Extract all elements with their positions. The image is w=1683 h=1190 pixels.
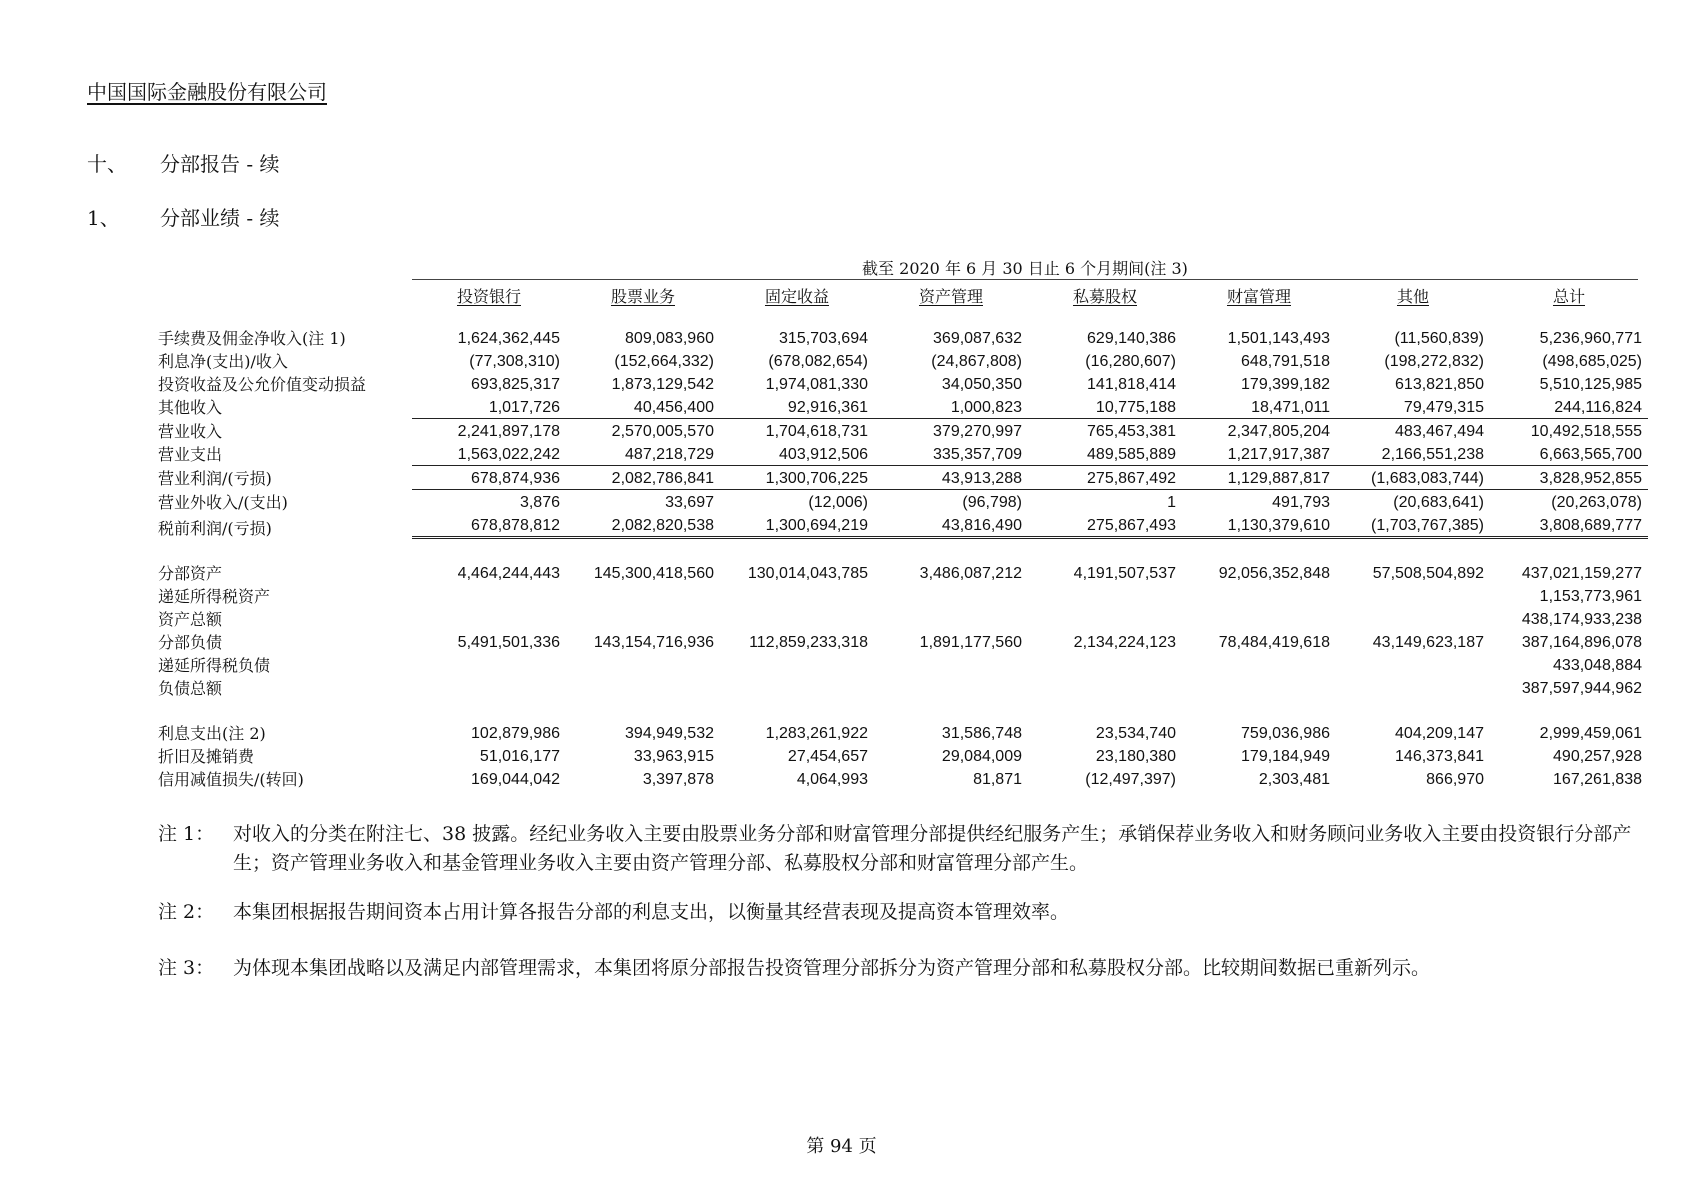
row-label: 利息净(支出)/收入 xyxy=(158,352,288,371)
value-cell: 143,154,716,936 xyxy=(566,630,720,653)
value-cell: 809,083,960 xyxy=(566,326,720,349)
table-row xyxy=(158,372,1648,395)
value-cell: 1,974,081,330 xyxy=(720,372,874,395)
value-cell: 81,871 xyxy=(874,767,1028,790)
value-cell xyxy=(412,653,566,676)
value-cell: 489,585,889 xyxy=(1028,442,1182,465)
column-header: 其他 xyxy=(1396,286,1429,306)
value-cell: 40,456,400 xyxy=(566,395,720,418)
value-cell: 629,140,386 xyxy=(1028,326,1182,349)
value-cell: 275,867,493 xyxy=(1028,513,1182,539)
value-cell: (16,280,607) xyxy=(1028,349,1182,372)
table-row xyxy=(158,676,1648,699)
value-cell: (20,683,641) xyxy=(1336,489,1490,513)
table-row xyxy=(158,584,1648,607)
value-cell xyxy=(1182,653,1336,676)
value-cell: 4,191,507,537 xyxy=(1028,561,1182,584)
table-row xyxy=(158,607,1648,630)
value-cell: (77,308,310) xyxy=(412,349,566,372)
value-cell: 438,174,933,238 xyxy=(1490,607,1648,630)
value-cell: 3,486,087,212 xyxy=(874,561,1028,584)
value-cell: 167,261,838 xyxy=(1490,767,1648,790)
period-divider xyxy=(412,279,1638,280)
value-cell xyxy=(566,653,720,676)
value-cell xyxy=(720,653,874,676)
row-label: 资产总额 xyxy=(158,610,223,629)
value-cell: (12,497,397) xyxy=(1028,767,1182,790)
table-row xyxy=(158,326,1648,349)
value-cell xyxy=(412,607,566,630)
value-cell: (498,685,025) xyxy=(1490,349,1648,372)
column-header: 投资银行 xyxy=(456,286,521,306)
value-cell: 5,510,125,985 xyxy=(1490,372,1648,395)
spacer-row xyxy=(158,699,1648,721)
table-row xyxy=(158,465,1648,489)
value-cell: 18,471,011 xyxy=(1182,395,1336,418)
value-cell xyxy=(1182,676,1336,699)
value-cell xyxy=(1182,607,1336,630)
value-cell: 10,492,518,555 xyxy=(1490,418,1648,442)
subsection-number: 1、 xyxy=(87,206,120,230)
value-cell: 335,357,709 xyxy=(874,442,1028,465)
subsection-title: 分部业绩 - 续 xyxy=(160,206,280,230)
value-cell: 78,484,419,618 xyxy=(1182,630,1336,653)
row-label: 递延所得税负债 xyxy=(158,656,271,675)
value-cell: 33,697 xyxy=(566,489,720,513)
table-row xyxy=(158,561,1648,584)
value-cell: 43,816,490 xyxy=(874,513,1028,539)
value-cell: 1,153,773,961 xyxy=(1490,584,1648,607)
value-cell xyxy=(566,607,720,630)
value-cell xyxy=(1336,676,1490,699)
value-cell: 146,373,841 xyxy=(1336,744,1490,767)
note-3 xyxy=(158,954,1648,983)
value-cell: 2,570,005,570 xyxy=(566,418,720,442)
spacer-row xyxy=(158,539,1648,561)
note-label: 注 3： xyxy=(158,957,215,979)
table-row xyxy=(158,630,1648,653)
value-cell xyxy=(874,653,1028,676)
value-cell: 34,050,350 xyxy=(874,372,1028,395)
value-cell: 179,399,182 xyxy=(1182,372,1336,395)
value-cell xyxy=(1028,653,1182,676)
value-cell xyxy=(412,584,566,607)
table-row xyxy=(158,653,1648,676)
value-cell: 1,017,726 xyxy=(412,395,566,418)
value-cell: 27,454,657 xyxy=(720,744,874,767)
table-row xyxy=(158,744,1648,767)
value-cell: (96,798) xyxy=(874,489,1028,513)
header-label-cell xyxy=(158,282,412,308)
value-cell: 648,791,518 xyxy=(1182,349,1336,372)
note-label: 注 2： xyxy=(158,901,215,923)
value-cell: 404,209,147 xyxy=(1336,721,1490,744)
row-label: 税前利润/(亏损) xyxy=(158,519,272,538)
row-label: 营业支出 xyxy=(158,445,223,464)
table-row xyxy=(158,395,1648,418)
value-cell: 10,775,188 xyxy=(1028,395,1182,418)
value-cell: 102,879,986 xyxy=(412,721,566,744)
value-cell: 394,949,532 xyxy=(566,721,720,744)
table-row xyxy=(158,489,1648,513)
value-cell: 3,828,952,855 xyxy=(1490,465,1648,489)
value-cell: 487,218,729 xyxy=(566,442,720,465)
row-label: 递延所得税资产 xyxy=(158,587,271,606)
value-cell: 3,808,689,777 xyxy=(1490,513,1648,539)
value-cell: 5,491,501,336 xyxy=(412,630,566,653)
value-cell: (11,560,839) xyxy=(1336,326,1490,349)
value-cell: 1,283,261,922 xyxy=(720,721,874,744)
value-cell: 29,084,009 xyxy=(874,744,1028,767)
note-label: 注 1： xyxy=(158,823,215,845)
value-cell xyxy=(412,676,566,699)
value-cell: (678,082,654) xyxy=(720,349,874,372)
value-cell: 1,501,143,493 xyxy=(1182,326,1336,349)
value-cell: 1,217,917,387 xyxy=(1182,442,1336,465)
value-cell: 112,859,233,318 xyxy=(720,630,874,653)
value-cell xyxy=(566,584,720,607)
value-cell xyxy=(874,584,1028,607)
value-cell: 1,891,177,560 xyxy=(874,630,1028,653)
value-cell: 6,663,565,700 xyxy=(1490,442,1648,465)
value-cell xyxy=(1336,584,1490,607)
value-cell: 369,087,632 xyxy=(874,326,1028,349)
value-cell: 244,116,824 xyxy=(1490,395,1648,418)
value-cell: 1,704,618,731 xyxy=(720,418,874,442)
table-row xyxy=(158,721,1648,744)
value-cell: 1,873,129,542 xyxy=(566,372,720,395)
value-cell: 3,876 xyxy=(412,489,566,513)
value-cell: 275,867,492 xyxy=(1028,465,1182,489)
value-cell: (24,867,808) xyxy=(874,349,1028,372)
value-cell: 678,874,936 xyxy=(412,465,566,489)
row-label: 折旧及摊销费 xyxy=(158,747,255,766)
row-label: 利息支出(注 2) xyxy=(158,724,266,743)
value-cell: 92,916,361 xyxy=(720,395,874,418)
value-cell: 33,963,915 xyxy=(566,744,720,767)
value-cell: 51,016,177 xyxy=(412,744,566,767)
value-cell: 403,912,506 xyxy=(720,442,874,465)
value-cell: 765,453,381 xyxy=(1028,418,1182,442)
value-cell xyxy=(1028,607,1182,630)
value-cell: 693,825,317 xyxy=(412,372,566,395)
value-cell: 4,064,993 xyxy=(720,767,874,790)
value-cell xyxy=(874,676,1028,699)
value-cell: 43,913,288 xyxy=(874,465,1028,489)
company-name: 中国国际金融股份有限公司 xyxy=(87,80,327,104)
row-label: 投资收益及公允价值变动损益 xyxy=(158,375,367,394)
value-cell xyxy=(720,676,874,699)
value-cell: 490,257,928 xyxy=(1490,744,1648,767)
value-cell: 169,044,042 xyxy=(412,767,566,790)
value-cell: 57,508,504,892 xyxy=(1336,561,1490,584)
row-label: 负债总额 xyxy=(158,679,223,698)
column-header: 私募股权 xyxy=(1072,286,1137,306)
value-cell: (20,263,078) xyxy=(1490,489,1648,513)
row-label: 分部资产 xyxy=(158,564,223,583)
value-cell: 2,134,224,123 xyxy=(1028,630,1182,653)
value-cell xyxy=(1028,584,1182,607)
value-cell: 1,300,706,225 xyxy=(720,465,874,489)
table-row xyxy=(158,442,1648,465)
table-header-row xyxy=(158,282,1648,308)
value-cell: 92,056,352,848 xyxy=(1182,561,1336,584)
value-cell: 2,166,551,238 xyxy=(1336,442,1490,465)
period-caption: 截至 2020 年 6 月 30 日止 6 个月期间(注 3) xyxy=(862,259,1188,278)
note-2 xyxy=(158,898,1648,927)
value-cell: 79,479,315 xyxy=(1336,395,1490,418)
value-cell: 5,236,960,771 xyxy=(1490,326,1648,349)
value-cell xyxy=(720,584,874,607)
value-cell: 315,703,694 xyxy=(720,326,874,349)
row-label: 营业收入 xyxy=(158,422,223,441)
value-cell: 3,397,878 xyxy=(566,767,720,790)
column-header: 资产管理 xyxy=(918,286,983,306)
value-cell: (1,703,767,385) xyxy=(1336,513,1490,539)
value-cell: 141,818,414 xyxy=(1028,372,1182,395)
value-cell xyxy=(1336,653,1490,676)
value-cell: 23,534,740 xyxy=(1028,721,1182,744)
value-cell xyxy=(1182,584,1336,607)
column-header: 总计 xyxy=(1552,286,1585,306)
value-cell: 4,464,244,443 xyxy=(412,561,566,584)
row-label: 营业外收入/(支出) xyxy=(158,493,288,512)
value-cell: 2,241,897,178 xyxy=(412,418,566,442)
column-header: 财富管理 xyxy=(1226,286,1291,306)
value-cell: 2,082,820,538 xyxy=(566,513,720,539)
value-cell: 866,970 xyxy=(1336,767,1490,790)
value-cell: 613,821,850 xyxy=(1336,372,1490,395)
value-cell: 179,184,949 xyxy=(1182,744,1336,767)
value-cell: 678,878,812 xyxy=(412,513,566,539)
section-title: 分部报告 - 续 xyxy=(160,152,280,176)
row-label: 分部负债 xyxy=(158,633,223,652)
value-cell: 1,300,694,219 xyxy=(720,513,874,539)
value-cell: 1,624,362,445 xyxy=(412,326,566,349)
value-cell xyxy=(566,676,720,699)
value-cell: 1,130,379,610 xyxy=(1182,513,1336,539)
value-cell: 43,149,623,187 xyxy=(1336,630,1490,653)
value-cell: (152,664,332) xyxy=(566,349,720,372)
value-cell: 387,164,896,078 xyxy=(1490,630,1648,653)
value-cell: 491,793 xyxy=(1182,489,1336,513)
note-text: 本集团根据报告期间资本占用计算各报告分部的利息支出，以衡量其经营表现及提高资本管理效率。 xyxy=(233,901,1070,923)
value-cell xyxy=(1028,676,1182,699)
value-cell: 130,014,043,785 xyxy=(720,561,874,584)
value-cell: 759,036,986 xyxy=(1182,721,1336,744)
value-cell: 379,270,997 xyxy=(874,418,1028,442)
value-cell: 2,303,481 xyxy=(1182,767,1336,790)
column-header: 固定收益 xyxy=(764,286,829,306)
spacer-row xyxy=(158,308,1648,326)
value-cell: (1,683,083,744) xyxy=(1336,465,1490,489)
table-row xyxy=(158,418,1648,442)
column-header: 股票业务 xyxy=(610,286,675,306)
table-row xyxy=(158,349,1648,372)
note-text: 对收入的分类在附注七、38 披露。经纪业务收入主要由股票业务分部和财富管理分部提供经纪服务产生；承销保荐业务收入和财务顾问业务收入主要由投资银行分部产生；资产管理业务收入和基金管理业务收入主要由资产管理分部、私募股权分部和财富管理分部产生。 xyxy=(233,823,1632,874)
row-label: 手续费及佣金净收入(注 1) xyxy=(158,329,346,348)
value-cell: 1,129,887,817 xyxy=(1182,465,1336,489)
value-cell xyxy=(874,607,1028,630)
table-row xyxy=(158,513,1648,539)
value-cell: 31,586,748 xyxy=(874,721,1028,744)
value-cell: 433,048,884 xyxy=(1490,653,1648,676)
page-number: 第 94 页 xyxy=(806,1136,877,1157)
value-cell: 145,300,418,560 xyxy=(566,561,720,584)
table-row xyxy=(158,767,1648,790)
value-cell: (198,272,832) xyxy=(1336,349,1490,372)
value-cell xyxy=(1336,607,1490,630)
value-cell: 1,563,022,242 xyxy=(412,442,566,465)
row-label: 营业利润/(亏损) xyxy=(158,469,272,488)
value-cell: (12,006) xyxy=(720,489,874,513)
value-cell: 1,000,823 xyxy=(874,395,1028,418)
value-cell: 2,999,459,061 xyxy=(1490,721,1648,744)
note-1 xyxy=(158,820,1648,878)
row-label: 信用减值损失/(转回) xyxy=(158,770,304,789)
value-cell: 437,021,159,277 xyxy=(1490,561,1648,584)
note-text: 为体现本集团战略以及满足内部管理需求，本集团将原分部报告投资管理分部拆分为资产管理分部和私募股权分部。比较期间数据已重新列示。 xyxy=(233,957,1431,979)
row-label: 其他收入 xyxy=(158,398,223,417)
value-cell: 2,082,786,841 xyxy=(566,465,720,489)
value-cell xyxy=(720,607,874,630)
segment-results-table xyxy=(158,282,1648,790)
value-cell: 2,347,805,204 xyxy=(1182,418,1336,442)
value-cell: 1 xyxy=(1028,489,1182,513)
value-cell: 387,597,944,962 xyxy=(1490,676,1648,699)
section-number: 十、 xyxy=(87,152,127,176)
value-cell: 483,467,494 xyxy=(1336,418,1490,442)
value-cell: 23,180,380 xyxy=(1028,744,1182,767)
